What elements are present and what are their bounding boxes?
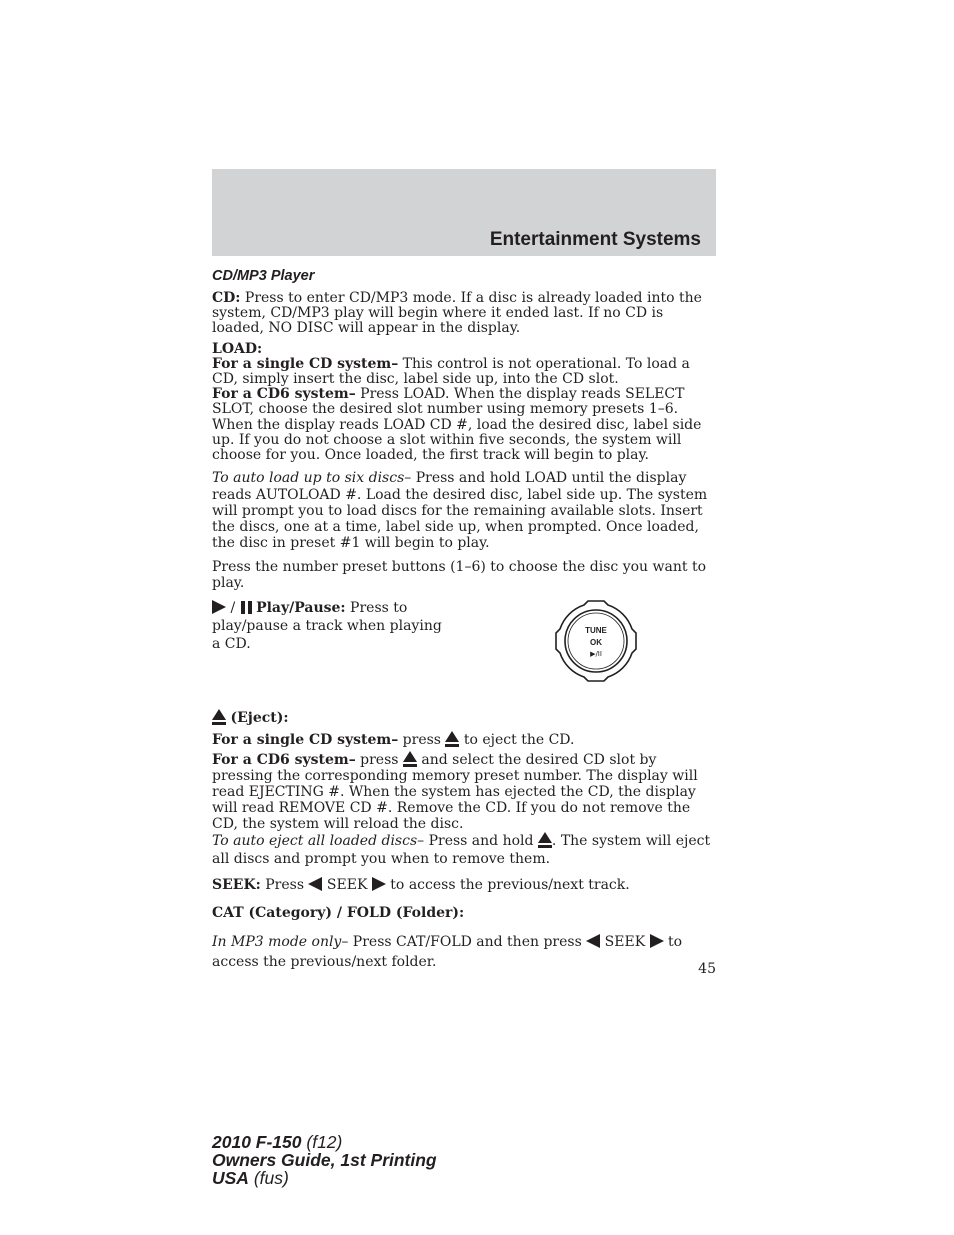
auto-eject-paragraph: [212, 832, 716, 868]
footer-model-code: (f12): [301, 1132, 343, 1152]
eject-cd6-post: and select the desired CD slot by pressing the corresponding memory preset number. The display will read EJECTING #. When the system has ejected the CD, the display will read REMOVE CD #. Remove the CD. If you do not remove the CD, the system will reload the disc.: [212, 751, 698, 832]
eject-label: (Eject):: [230, 709, 289, 726]
load-cd6-label: For a CD6 system–: [212, 386, 356, 403]
footer: [212, 1133, 437, 1187]
load-label: LOAD:: [212, 340, 263, 357]
autoload-text: – Press and hold LOAD until the display reads AUTOLOAD #. Load the desired disc, label side up. The system will prompt you to load discs for the remaining available slots. Insert the discs, one at a time, label side up, when prompted. Once loaded, the disc in preset #1 will begin to play.: [212, 470, 708, 552]
footer-market: USA: [212, 1168, 249, 1188]
cd-text: Press to enter CD/MP3 mode. If a disc is already loaded into the system, CD/MP3 play will begin where it ended last. If no CD is loaded, NO DISC will appear in the display.: [212, 290, 702, 337]
header-band: [212, 169, 716, 256]
play-pause-block: [212, 599, 716, 709]
cat-post: to access the previous/next folder.: [212, 933, 683, 970]
play-pause-separator: /: [226, 599, 240, 616]
eject-icon: [445, 731, 459, 747]
load-paragraph: [212, 342, 716, 464]
eject-icon: [212, 709, 226, 725]
knob-line1: TUNE: [585, 625, 607, 635]
eject-single-label: For a single CD system–: [212, 731, 399, 748]
play-pause-text: [212, 599, 452, 653]
seek-back-icon: [586, 934, 600, 948]
footer-market-code: (fus): [248, 1168, 289, 1188]
autoload-paragraph: [212, 470, 716, 551]
footer-model: 2010 F-150: [212, 1132, 302, 1152]
play-pause-label: Play/Pause:: [256, 599, 346, 616]
page-content: [212, 268, 716, 977]
preset-paragraph: [212, 559, 716, 592]
eject-cd6-pre: press: [355, 751, 403, 768]
eject-icon: [538, 832, 552, 848]
footer-line1: [212, 1133, 437, 1151]
page-number: 45: [698, 961, 716, 977]
seek-post: to access the previous/next track.: [385, 876, 630, 893]
seek-forward-icon: [650, 934, 664, 948]
cd-paragraph: [212, 291, 716, 337]
cat-seek-word: SEEK: [600, 933, 650, 950]
auto-eject-label: To auto eject all loaded discs: [212, 832, 418, 849]
play-pause-description: Press to play/pause a track when playing a CD.: [212, 599, 442, 652]
seek-pre: Press: [260, 876, 309, 893]
auto-eject-post: . The system will eject all discs and prompt you when to remove them.: [212, 832, 711, 867]
load-single-text: This control is not operational. To load a CD, simply insert the disc, label side up, into the CD slot.: [212, 355, 690, 388]
load-single-label: For a single CD system–: [212, 355, 399, 372]
auto-eject-pre: – Press and hold: [417, 832, 538, 849]
seek-forward-icon: [372, 877, 386, 891]
seek-back-icon: [308, 877, 322, 891]
chapter-title: Entertainment Systems: [489, 229, 701, 250]
cat-paragraph: [212, 932, 716, 972]
seek-paragraph: [212, 876, 716, 894]
pause-icon: [240, 601, 252, 614]
eject-icon: [403, 751, 417, 767]
load-cd6-text: Press LOAD. When the display reads SELECT SLOT, choose the desired slot number using memory presets 1–6. When the display reads LOAD CD #, load the desired disc, label side up. If you do not choose a slot within five seconds, the system will choose for you. Once loaded, the first track will begin to play.: [212, 386, 702, 464]
cat-label: CAT (Category) / FOLD (Folder):: [212, 904, 465, 921]
seek-word: SEEK: [322, 876, 372, 893]
cat-heading: [212, 904, 716, 922]
eject-heading: [212, 709, 716, 727]
cd-label: CD:: [212, 290, 241, 306]
section-title: CD/MP3 Player: [212, 268, 315, 284]
eject-cd6-paragraph: [212, 751, 716, 832]
play-icon: [212, 600, 226, 614]
tune-ok-knob-icon: [554, 599, 638, 683]
preset-text: Press the number preset buttons (1–6) to choose the disc you want to play.: [212, 558, 706, 592]
eject-single-paragraph: [212, 731, 716, 749]
knob-line3: ▶/II: [590, 649, 602, 658]
seek-label: SEEK:: [212, 876, 261, 893]
autoload-label: To auto load up to six discs: [212, 470, 405, 487]
eject-single-post: to eject the CD.: [459, 731, 575, 748]
cat-pre: – Press CAT/FOLD and then press: [341, 933, 587, 950]
knob-line2: OK: [590, 637, 602, 647]
footer-line3: [212, 1169, 437, 1187]
eject-cd6-label: For a CD6 system–: [212, 751, 356, 768]
cat-mode-label: In MP3 mode only: [212, 933, 342, 950]
footer-line2: Owners Guide, 1st Printing: [212, 1150, 437, 1170]
eject-single-pre: press: [398, 731, 446, 748]
